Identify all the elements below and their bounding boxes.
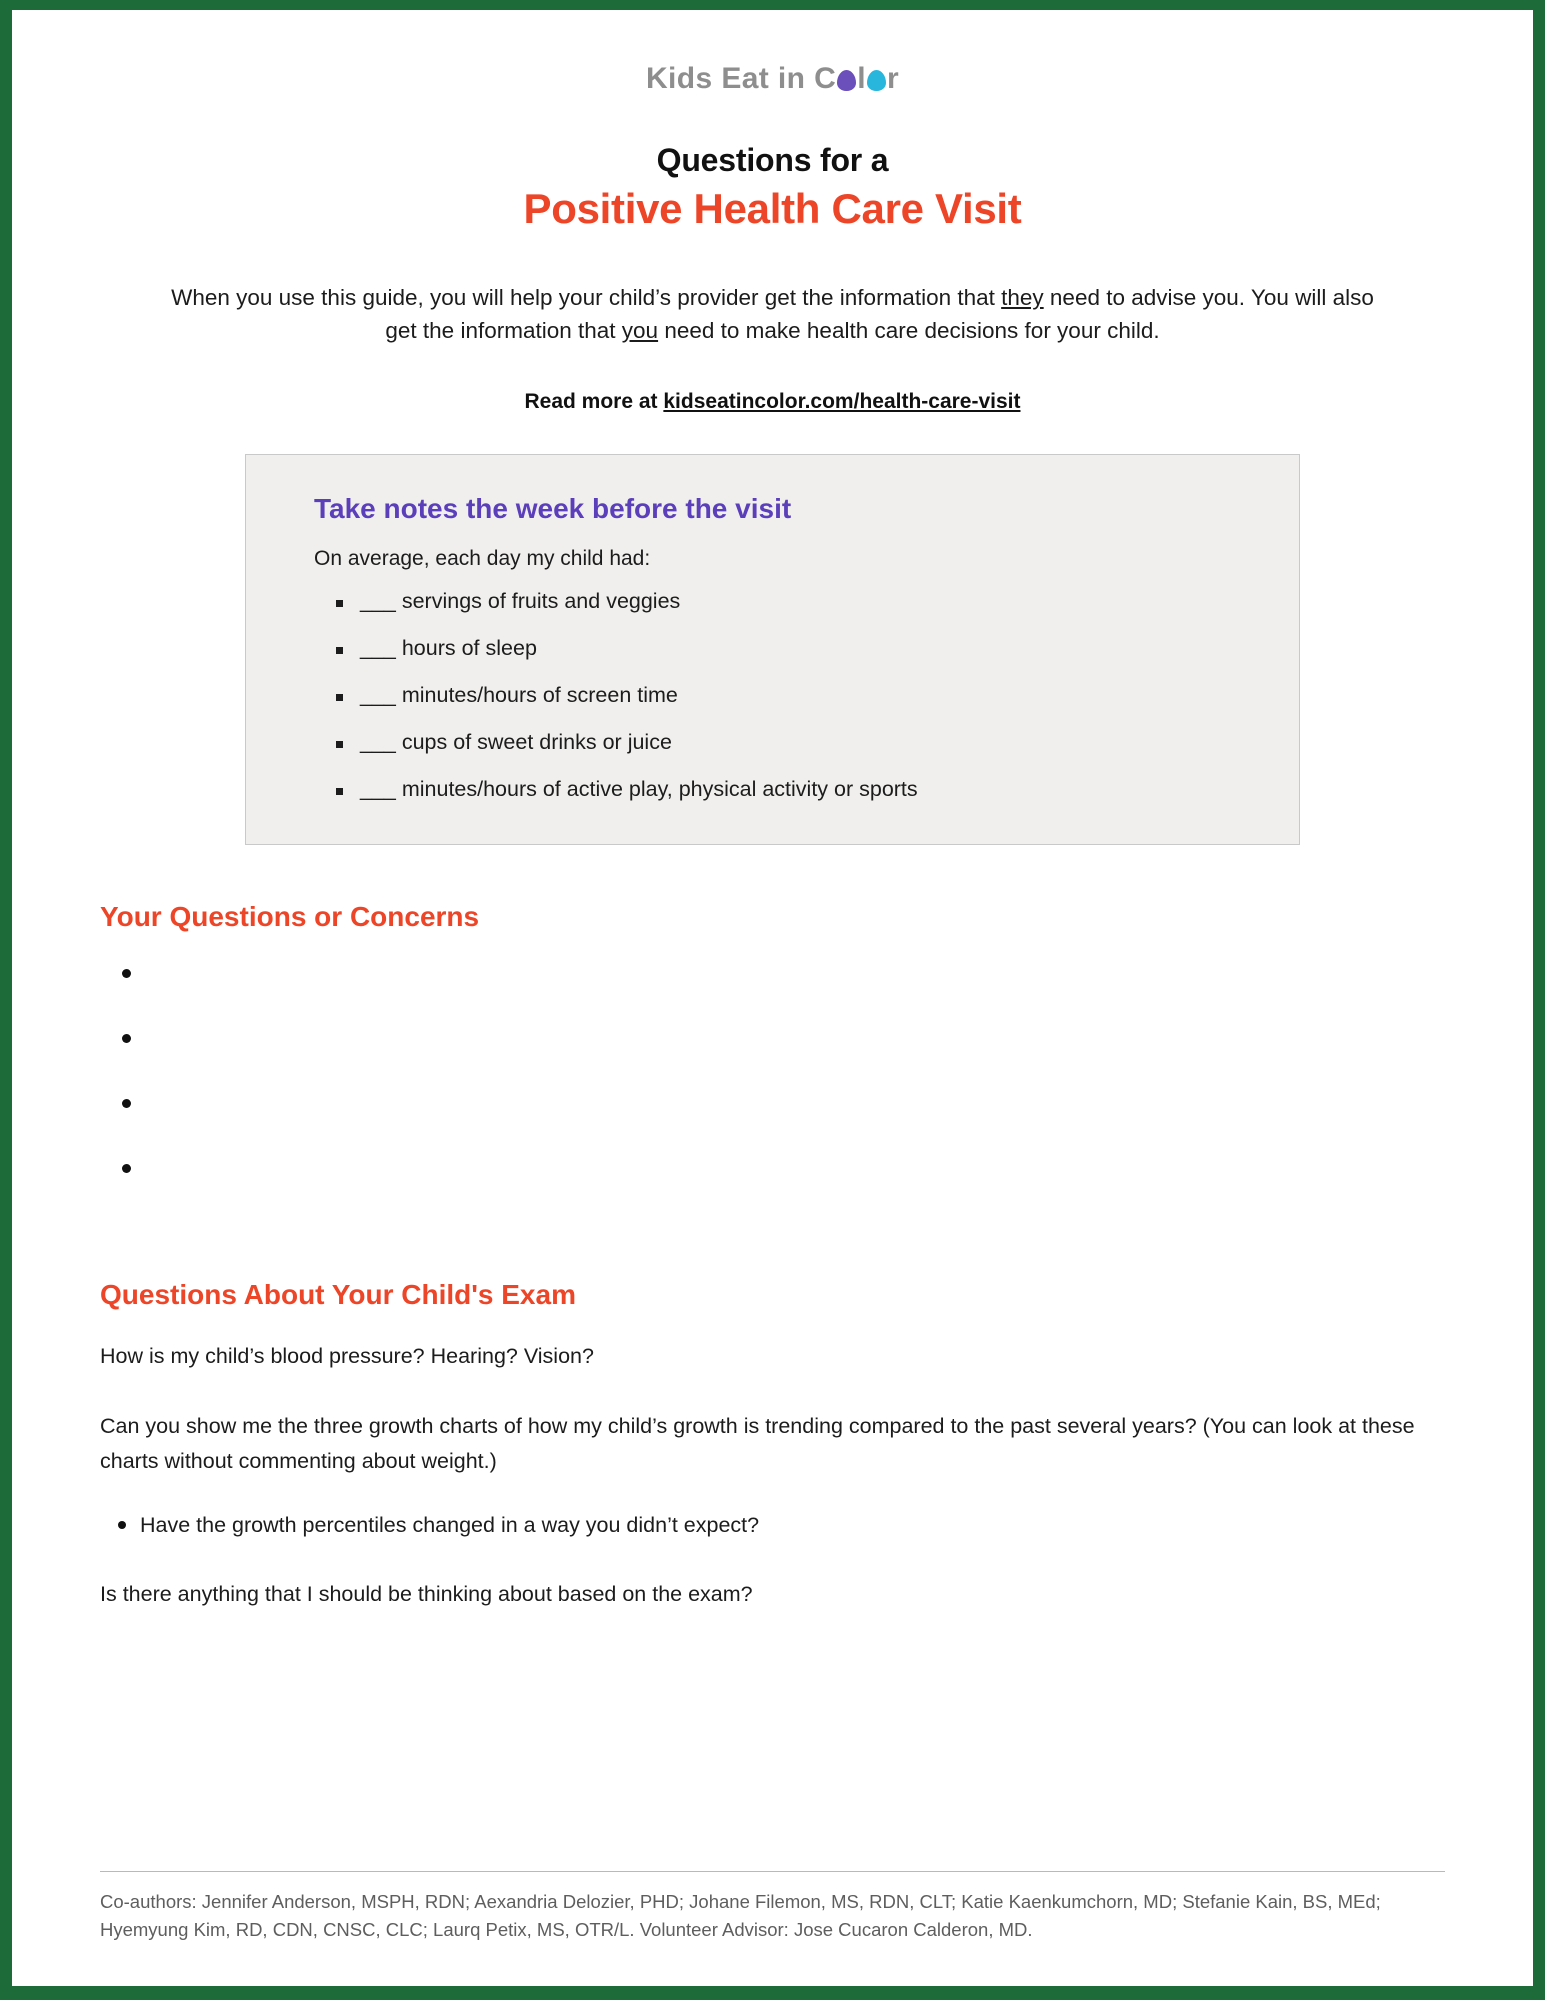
intro-text-part2: need to advise you. You will also get the information that [385, 285, 1374, 344]
list-item[interactable] [122, 1156, 1445, 1221]
list-item[interactable] [122, 961, 1445, 1026]
intro-paragraph [158, 281, 1388, 348]
kids-eat-in-color-logo [646, 62, 899, 96]
take-notes-subtitle: On average, each day my child had: [314, 546, 651, 570]
take-notes-box [245, 454, 1300, 845]
intro-text-part1: When you use this guide, you will help your child’s provider get the information that [171, 285, 1002, 310]
page-title-line-1: Questions for a [656, 142, 889, 178]
footer-divider [100, 1871, 1445, 1872]
logo-purple-o-icon [837, 70, 856, 91]
exam-question-2: Can you show me the three growth charts of how my child’s growth is trending compared to the past several years? (You can look at these charts without commenting about weight.) [100, 1414, 1415, 1474]
exam-question-1: How is my child’s blood pressure? Hearing? Vision? [100, 1343, 594, 1368]
exam-questions-section [100, 1279, 1445, 1613]
logo-cyan-o-icon [867, 70, 886, 91]
exam-question-3: Is there anything that I should be thinking about based on the exam? [100, 1582, 753, 1607]
read-more-url-link[interactable]: kidseatincolor.com/health-care-visit [663, 389, 1021, 413]
list-item: ___ hours of sleep [314, 636, 1299, 661]
list-item: ___ cups of sweet drinks or juice [314, 730, 1299, 755]
list-item[interactable] [122, 1026, 1445, 1091]
brand-logo-container [100, 62, 1445, 96]
read-more-prefix: Read more at [524, 389, 664, 413]
list-item[interactable] [122, 1091, 1445, 1156]
exam-question-2-sub-bullet: Have the growth percentiles changed in a way you didn’t expect? [100, 1509, 1445, 1541]
your-questions-heading: Your Questions or Concerns [100, 900, 480, 932]
list-item: ___ minutes/hours of active play, physical activity or sports [314, 777, 1299, 802]
read-more-line [100, 390, 1445, 414]
page-title-line-2: Positive Health Care Visit [523, 185, 1022, 232]
list-item: ___ servings of fruits and veggies [314, 589, 1299, 614]
logo-text-part3: r [886, 62, 900, 95]
intro-underline-they: they [1001, 285, 1044, 310]
footer-credits: Co-authors: Jennifer Anderson, MSPH, RDN; Aexandria Delozier, PHD; Johane Filemon, MS, RDN, CLT; Katie Kaenkumchorn, MD; Stefanie Kain, BS, MEd; Hyemyung Kim, RD, CDN, CNSC, CLC; Laurq Petix, MS, OTR/L. Volunteer Advisor: Jose Cucaron Calderon, MD. [100, 1890, 1381, 1940]
take-notes-list [314, 589, 1299, 802]
exam-questions-heading: Questions About Your Child's Exam [100, 1278, 576, 1310]
list-item: ___ minutes/hours of screen time [314, 683, 1299, 708]
logo-text-part2: l [857, 62, 866, 95]
logo-text-part1: Kids Eat in C [645, 62, 837, 95]
blank-write-in-list [122, 961, 1445, 1221]
footer [100, 1871, 1445, 1944]
document-page [12, 10, 1533, 1986]
intro-text-part3: need to make health care decisions for your child. [658, 318, 1160, 344]
intro-underline-you: you [621, 318, 659, 344]
take-notes-heading: Take notes the week before the visit [314, 492, 792, 524]
